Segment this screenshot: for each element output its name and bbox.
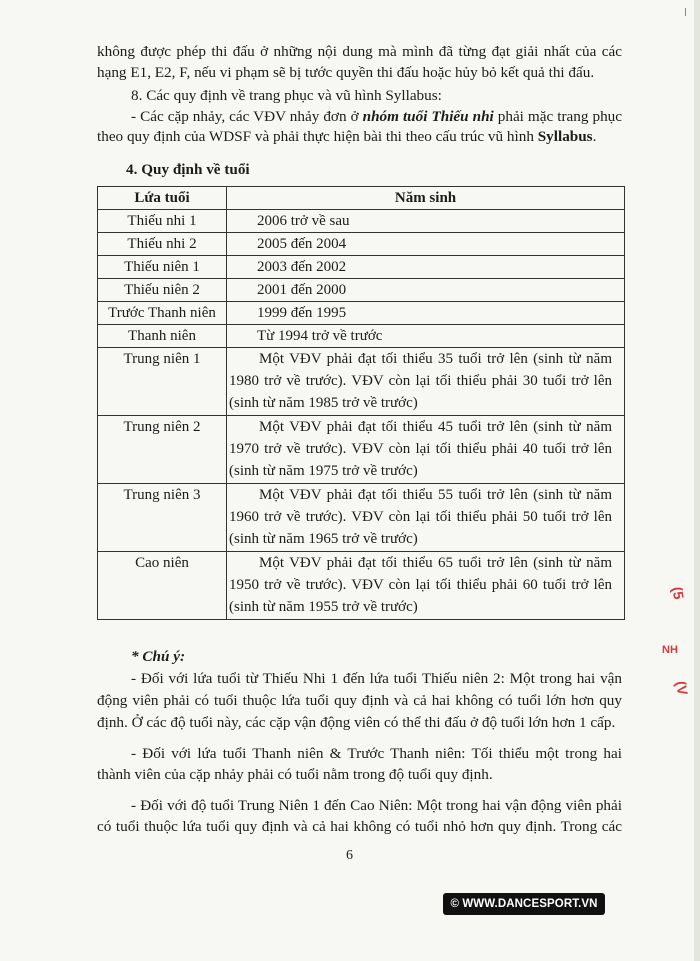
requirement-cell <box>227 484 625 552</box>
stamp-text: NH <box>662 644 678 656</box>
birth-year-cell: 1999 đến 1995 <box>227 302 625 325</box>
requirement-cell <box>227 348 625 416</box>
page-edge <box>694 0 700 961</box>
page-number: 6 <box>346 848 353 863</box>
table-row <box>98 210 625 233</box>
table-row <box>98 233 625 256</box>
requirement-line: 1960 trở về trước). VĐV còn lại tối thiểu phải 50 tuổi trở lên <box>229 509 612 525</box>
table-row <box>98 484 625 552</box>
requirement-line: 1950 trở về trước). VĐV còn lại tối thiểu phải 60 tuổi trở lên <box>229 577 612 593</box>
requirement-line: (sinh từ năm 1965 trở về trước) <box>229 531 418 547</box>
birth-year-cell: 2001 đến 2000 <box>227 279 625 302</box>
item8-line-2: theo quy định của WDSF và phải thực hiện bài thi theo cấu trúc vũ hình Syllabus. <box>97 128 597 145</box>
age-group-cell: Thiếu nhi 2 <box>98 233 227 256</box>
requirement-line: (sinh từ năm 1985 trở về trước) <box>229 395 418 411</box>
table-header-row <box>98 187 625 210</box>
intro-line-2: hạng E1, E2, F, nếu vi phạm sẽ bị tước quyền thi đấu hoặc hủy bỏ kết quả thi đấu. <box>97 64 595 81</box>
note-p1-line-2: động viên phải có tuổi thuộc lứa tuổi quy định và cả hai không có tuổi lớn hơn quy <box>97 692 622 709</box>
header-age-group: Lứa tuổi <box>98 187 227 210</box>
age-group-cell: Cao niên <box>98 552 227 620</box>
table-row <box>98 302 625 325</box>
requirement-line: Một VĐV phải đạt tối thiểu 35 tuổi trở lên (sinh từ năm <box>259 351 612 367</box>
birth-year-cell: Từ 1994 trở về trước <box>227 325 625 348</box>
note-p1-line-3: định. Ở các độ tuổi này, các cặp vận động viên có thể thi đấu ở độ tuổi lớn hơn 1 cấp. <box>97 714 616 731</box>
item8-heading: 8. Các quy định về trang phục và vũ hình Syllabus: <box>131 87 442 104</box>
age-group-cell: Trung niên 2 <box>98 416 227 484</box>
watermark-logo: © WWW.DANCESPORT.VN <box>443 893 605 915</box>
requirement-line: (sinh từ năm 1975 trở về trước) <box>229 463 418 479</box>
note-p2-line-1: - Đối với lứa tuổi Thanh niên & Trước Thanh niên: Tối thiểu một trong hai <box>131 745 622 762</box>
birth-year-cell: 2006 trở về sau <box>227 210 625 233</box>
table-row <box>98 256 625 279</box>
item8-line-1: - Các cặp nhảy, các VĐV nhảy đơn ở nhóm tuổi Thiếu nhi phải mặc trang phục <box>131 108 622 125</box>
age-group-cell: Thanh niên <box>98 325 227 348</box>
requirement-line: 1970 trở về trước). VĐV còn lại tối thiểu phải 40 tuổi trở lên <box>229 441 612 457</box>
table-row <box>98 279 625 302</box>
table-row <box>98 416 625 484</box>
age-group-cell: Thiếu niên 2 <box>98 279 227 302</box>
requirement-line: 1980 trở về trước). VĐV còn lại tối thiểu phải 30 tuổi trở lên <box>229 373 612 389</box>
birth-year-cell: 2003 đến 2002 <box>227 256 625 279</box>
requirement-line: Một VĐV phải đạt tối thiểu 65 tuổi trở lên (sinh từ năm <box>259 555 612 571</box>
age-group-cell: Trước Thanh niên <box>98 302 227 325</box>
birth-year-cell: 2005 đến 2004 <box>227 233 625 256</box>
age-table <box>97 186 625 620</box>
note-title: * Chú ý: <box>131 648 186 665</box>
table-row <box>98 348 625 416</box>
header-birth-year: Năm sinh <box>227 187 625 210</box>
note-p1-line-1: - Đối với lứa tuổi từ Thiếu Nhi 1 đến lứa tuổi Thiếu niên 2: Một trong hai vận <box>131 670 622 687</box>
corner-mark <box>685 8 686 16</box>
intro-line-1: không được phép thi đấu ở những nội dung mà mình đã từng đạt giải nhất của các <box>97 43 622 60</box>
section-4-title: 4. Quy định về tuổi <box>126 161 250 178</box>
note-p3-line-2: có tuổi thuộc lứa tuổi quy định và cả hai không có tuổi nhỏ hơn quy định. Trong các <box>97 818 622 835</box>
note-p3-line-1: - Đối với độ tuổi Trung Niên 1 đến Cao Niên: Một trong hai vận động viên phải <box>131 797 622 814</box>
age-group-cell: Trung niên 1 <box>98 348 227 416</box>
age-group-cell: Thiếu niên 1 <box>98 256 227 279</box>
stamp-mark-bottom: (V <box>672 679 692 697</box>
note-p2-line-2: thành viên của cặp nhảy phải có tuổi nằm trong độ tuổi quy định. <box>97 766 493 783</box>
age-group-cell: Trung niên 3 <box>98 484 227 552</box>
requirement-line: Một VĐV phải đạt tối thiểu 55 tuổi trở lên (sinh từ năm <box>259 487 612 503</box>
requirement-cell <box>227 416 625 484</box>
requirement-cell <box>227 552 625 620</box>
stamp-mark-top: (5 <box>669 585 688 601</box>
requirement-line: Một VĐV phải đạt tối thiểu 45 tuổi trở lên (sinh từ năm <box>259 419 612 435</box>
table-row <box>98 325 625 348</box>
table-row <box>98 552 625 620</box>
age-group-cell: Thiếu nhi 1 <box>98 210 227 233</box>
requirement-line: (sinh từ năm 1955 trở về trước) <box>229 599 418 615</box>
